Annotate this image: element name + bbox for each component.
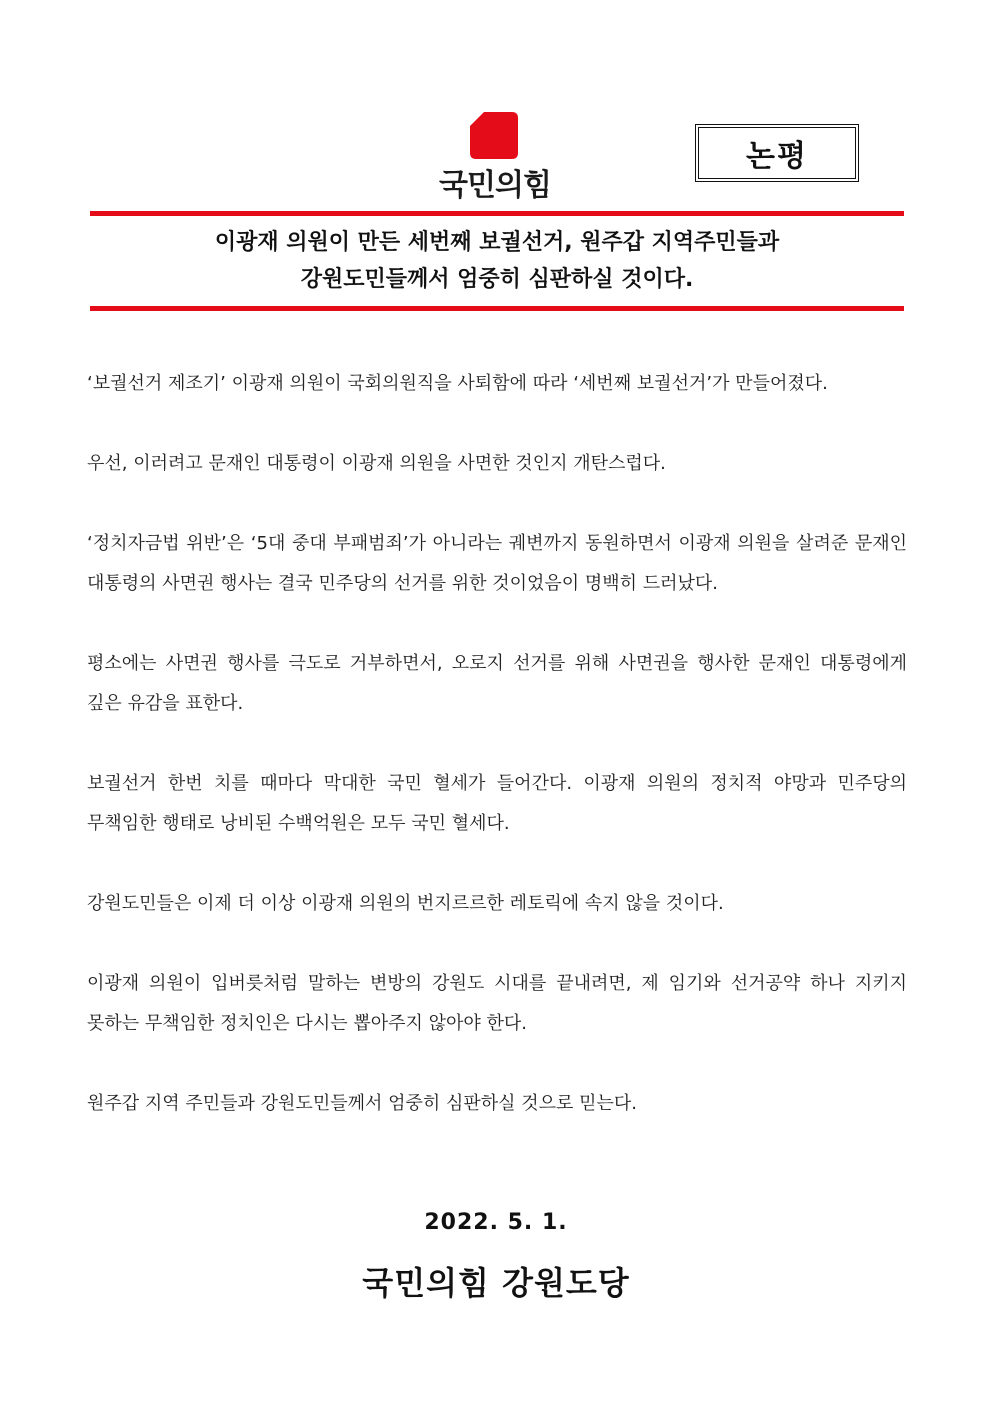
- issue-date: 2022. 5. 1.: [424, 1210, 568, 1235]
- issuing-organization: 국민의힘 강원도당: [362, 1264, 630, 1302]
- body-paragraph: 이광재 의원이 입버릇처럼 말하는 변방의 강원도 시대를 끝내려면, 제 임기와 선거공약 하나 지키지 못하는 무책임한 정치인은 다시는 뽑아주지 않아야 한다.: [87, 973, 907, 1034]
- document-type-badge: 논평: [695, 124, 859, 182]
- party-logo-text: 국민의힘: [439, 168, 551, 203]
- title-line-1: 이광재 의원이 만든 세번째 보궐선거, 원주갑 지역주민들과: [214, 230, 780, 255]
- body-paragraph: 강원도민들은 이제 더 이상 이광재 의원의 번지르르한 레토릭에 속지 않을 것이다.: [87, 893, 724, 914]
- body-paragraph: 원주갑 지역 주민들과 강원도민들께서 엄중히 심판하실 것으로 믿는다.: [87, 1093, 638, 1114]
- body-paragraph: 우선, 이러려고 문재인 대통령이 이광재 의원을 사면한 것인지 개탄스럽다.: [87, 453, 666, 474]
- document-title: [90, 224, 904, 298]
- title-top-rule: [90, 211, 904, 216]
- title-bottom-rule: [90, 306, 904, 311]
- body-paragraph: 평소에는 사면권 행사를 극도로 거부하면서, 오로지 선거를 위해 사면권을 행사한 문재인 대통령에게 깊은 유감을 표한다.: [87, 653, 907, 714]
- body-paragraph: ‘보궐선거 제조기’ 이광재 의원이 국회의원직을 사퇴함에 따라 ‘세번째 보궐선거’가 만들어졌다.: [87, 373, 828, 394]
- party-logo-icon: [470, 112, 518, 159]
- title-line-2: 강원도민들께서 엄중히 심판하실 것이다.: [300, 267, 694, 292]
- body-paragraph: ‘정치자금법 위반’은 ‘5대 중대 부패범죄’가 아니라는 궤변까지 동원하면서 이광재 의원을 살려준 문재인 대통령의 사면권 행사는 결국 민주당의 선거를 위한 것이었음이 명백히 드러났다.: [87, 533, 907, 594]
- statement-body: [87, 364, 907, 1164]
- body-paragraph: 보궐선거 한번 치를 때마다 막대한 국민 혈세가 들어간다. 이광재 의원의 정치적 야망과 민주당의 무책임한 행태로 낭비된 수백억원은 모두 국민 혈세다.: [87, 773, 907, 834]
